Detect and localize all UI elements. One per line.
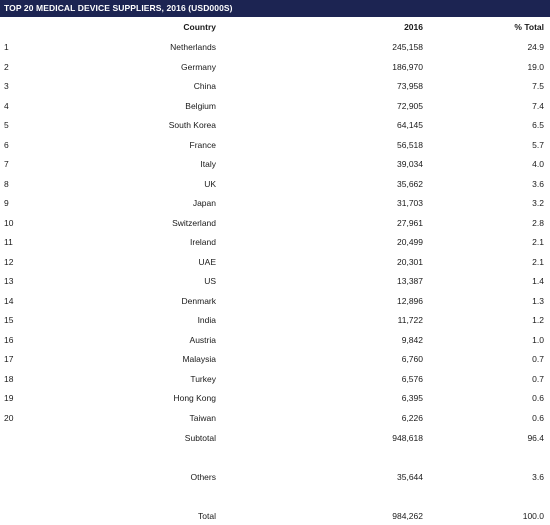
country-column-header: Country — [183, 22, 216, 32]
subtotal-row — [0, 433, 550, 447]
value-cell: 11,722 — [397, 315, 423, 325]
percent-cell: 3.6 — [532, 179, 544, 189]
rank-cell: 20 — [4, 413, 14, 423]
country-cell: Japan — [192, 198, 216, 208]
total-label: Total — [198, 511, 216, 521]
percent-cell: 0.7 — [532, 374, 544, 384]
year-column-header: 2016 — [404, 22, 423, 32]
country-cell: South Korea — [168, 120, 216, 130]
value-cell: 20,301 — [397, 257, 423, 267]
percent-cell: 7.5 — [532, 81, 544, 91]
rank-cell: 18 — [4, 374, 14, 384]
percent-cell: 1.0 — [532, 335, 544, 345]
country-cell: Austria — [189, 335, 216, 345]
value-cell: 6,226 — [401, 413, 423, 423]
total-value: 984,262 — [392, 511, 423, 521]
rank-cell: 9 — [4, 198, 9, 208]
table-row — [0, 101, 550, 115]
table-row — [0, 296, 550, 310]
percent-cell: 5.7 — [532, 140, 544, 150]
rank-cell: 4 — [4, 101, 9, 111]
rank-cell: 8 — [4, 179, 9, 189]
percent-cell: 4.0 — [532, 159, 544, 169]
country-cell: Hong Kong — [173, 393, 216, 403]
percent-cell: 1.4 — [532, 276, 544, 286]
rank-cell: 17 — [4, 354, 14, 364]
percent-cell: 19.0 — [527, 62, 544, 72]
table-title: TOP 20 MEDICAL DEVICE SUPPLIERS, 2016 (USD000S) — [0, 0, 550, 17]
table-row — [0, 62, 550, 76]
country-cell: Italy — [200, 159, 216, 169]
subtotal-percent: 96.4 — [527, 433, 544, 443]
subtotal-value: 948,618 — [392, 433, 423, 443]
rank-cell: 7 — [4, 159, 9, 169]
rank-cell: 11 — [4, 237, 13, 247]
percent-cell: 2.8 — [532, 218, 544, 228]
rank-cell: 19 — [4, 393, 14, 403]
subtotal-label: Subtotal — [184, 433, 216, 443]
others-value: 35,644 — [397, 472, 423, 482]
value-cell: 35,662 — [397, 179, 423, 189]
country-cell: Denmark — [181, 296, 216, 306]
country-cell: China — [193, 81, 216, 91]
table-header-row — [0, 22, 550, 36]
percent-cell: 2.1 — [532, 237, 544, 247]
value-cell: 9,842 — [401, 335, 423, 345]
country-cell: US — [204, 276, 216, 286]
table-row — [0, 315, 550, 329]
table-row — [0, 42, 550, 56]
country-cell: Netherlands — [170, 42, 216, 52]
table-row — [0, 374, 550, 388]
value-cell: 31,703 — [397, 198, 423, 208]
value-cell: 20,499 — [397, 237, 423, 247]
value-cell: 13,387 — [397, 276, 423, 286]
others-row — [0, 472, 550, 486]
table-row — [0, 198, 550, 212]
value-cell: 6,760 — [401, 354, 423, 364]
rank-cell: 13 — [4, 276, 14, 286]
country-cell: India — [197, 315, 216, 325]
value-cell: 64,145 — [397, 120, 423, 130]
country-cell: UK — [204, 179, 216, 189]
value-cell: 245,158 — [392, 42, 423, 52]
rank-cell: 1 — [4, 42, 9, 52]
value-cell: 6,395 — [401, 393, 423, 403]
table-row — [0, 179, 550, 193]
percent-cell: 1.2 — [532, 315, 544, 325]
percent-cell: 6.5 — [532, 120, 544, 130]
table-row — [0, 81, 550, 95]
rank-cell: 10 — [4, 218, 14, 228]
table-row — [0, 257, 550, 271]
country-cell: Turkey — [190, 374, 216, 384]
percent-cell: 3.2 — [532, 198, 544, 208]
total-percent: 100.0 — [522, 511, 544, 521]
percent-cell: 2.1 — [532, 257, 544, 267]
country-cell: Belgium — [185, 101, 216, 111]
rank-cell: 2 — [4, 62, 9, 72]
table-row — [0, 237, 550, 251]
table-row — [0, 276, 550, 290]
country-cell: Germany — [181, 62, 216, 72]
table-row — [0, 120, 550, 134]
percent-cell: 0.7 — [532, 354, 544, 364]
table-row — [0, 218, 550, 232]
percent-cell: 24.9 — [527, 42, 544, 52]
rank-cell: 15 — [4, 315, 14, 325]
table-row — [0, 140, 550, 154]
rank-cell: 6 — [4, 140, 9, 150]
percent-cell: 7.4 — [532, 101, 544, 111]
country-cell: France — [189, 140, 216, 150]
country-cell: Taiwan — [189, 413, 216, 423]
others-percent: 3.6 — [532, 472, 544, 482]
value-cell: 73,958 — [397, 81, 423, 91]
rank-cell: 3 — [4, 81, 9, 91]
value-cell: 186,970 — [392, 62, 423, 72]
country-cell: Switzerland — [172, 218, 216, 228]
percent-cell: 0.6 — [532, 413, 544, 423]
rank-cell: 16 — [4, 335, 14, 345]
table-row — [0, 393, 550, 407]
country-cell: Ireland — [190, 237, 216, 247]
rank-cell: 5 — [4, 120, 9, 130]
percent-cell: 1.3 — [532, 296, 544, 306]
table-row — [0, 413, 550, 427]
table-row — [0, 354, 550, 368]
rank-cell: 14 — [4, 296, 14, 306]
value-cell: 12,896 — [397, 296, 423, 306]
value-cell: 6,576 — [401, 374, 423, 384]
table-row — [0, 159, 550, 173]
value-cell: 56,518 — [397, 140, 423, 150]
value-cell: 39,034 — [397, 159, 423, 169]
others-label: Others — [190, 472, 216, 482]
country-cell: UAE — [198, 257, 216, 267]
table-row — [0, 335, 550, 349]
percent-total-column-header: % Total — [514, 22, 544, 32]
country-cell: Malaysia — [182, 354, 216, 364]
value-cell: 72,905 — [397, 101, 423, 111]
total-row — [0, 511, 550, 525]
value-cell: 27,961 — [397, 218, 423, 228]
percent-cell: 0.6 — [532, 393, 544, 403]
rank-cell: 12 — [4, 257, 14, 267]
